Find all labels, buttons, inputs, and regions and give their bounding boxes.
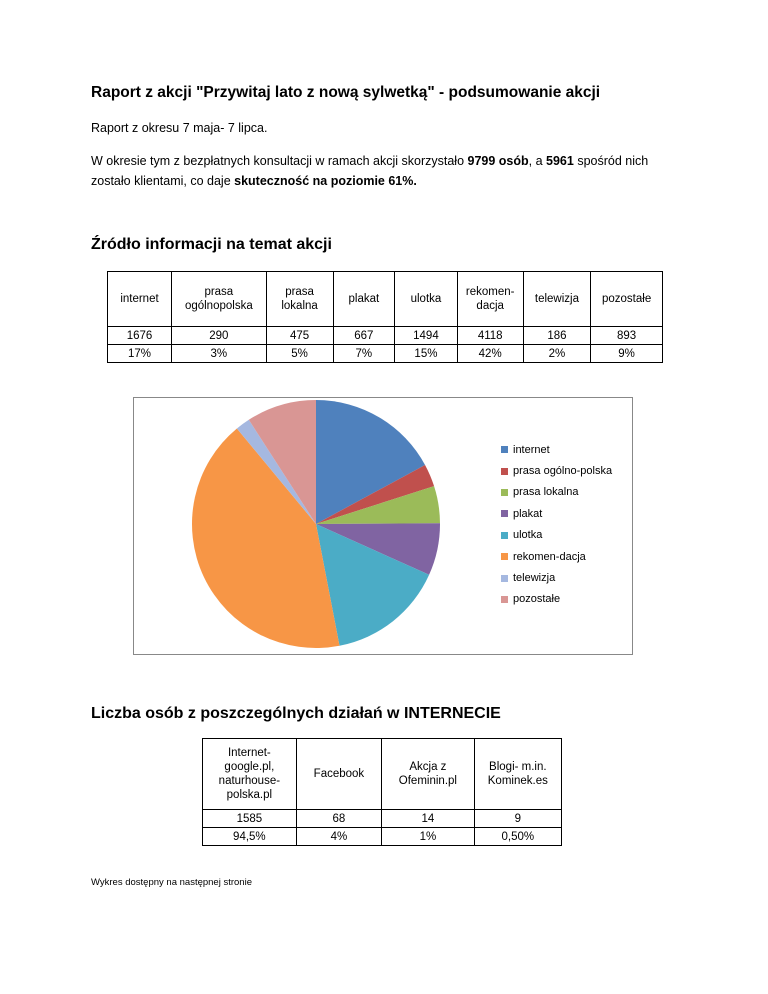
legend-item [501,503,612,524]
header-cell: Blogi- m.in. Kominek.es [474,739,561,810]
legend-label: internet [513,443,550,456]
count-cell: 14 [382,810,474,828]
summary-text-3: spośród nich zostało klientami, co daje [91,154,649,188]
header-cell: internet [108,272,172,327]
percent-cell: 7% [333,345,395,363]
count-cell: 4118 [457,327,523,345]
count-cell: 1676 [108,327,172,345]
percent-cell: 2% [523,345,591,363]
header-cell: ulotka [395,272,458,327]
legend-item [501,567,612,588]
table-row-counts [108,327,663,345]
count-cell: 1585 [203,810,297,828]
legend-label: telewizja [513,572,556,585]
legend-swatch [501,468,508,475]
percent-cell: 1% [382,828,474,846]
report-summary [91,151,651,191]
legend-item [501,525,612,546]
legend-label: pozostałe [513,593,561,606]
count-cell: 186 [523,327,591,345]
source-section-heading: Źródło informacji na temat akcji [91,236,332,253]
legend-label: plakat [513,507,543,520]
percent-cell: 0,50% [474,828,561,846]
pie-chart [133,397,633,655]
footnote: Wykres dostępny na następnej stronie [91,877,252,888]
legend-item [501,589,612,610]
report-period: Raport z okresu 7 maja- 7 lipca. [91,121,268,135]
legend-label: prasa ogólno-polska [513,465,613,478]
header-cell: Internet- google.pl, naturhouse- polska.pl [203,739,297,810]
report-title: Raport z akcji "Przywitaj lato z nową sylwetką" - podsumowanie akcji [91,84,601,101]
legend-swatch [501,510,508,517]
chart-legend [501,439,612,610]
count-cell: 9 [474,810,561,828]
legend-label: ulotka [513,529,543,542]
header-cell: Facebook [296,739,381,810]
summary-text-2: , a [528,154,547,168]
legend-item [501,482,612,503]
percent-cell: 5% [266,345,333,363]
table-header-row [108,272,663,327]
summary-text-1: W okresie tym z bezpłatnych konsultacji w ramach akcji skorzystało [91,154,468,168]
legend-label: prasa lokalna [513,486,579,499]
percent-cell: 94,5% [203,828,297,846]
percent-cell: 42% [457,345,523,363]
table-row-percents [203,828,562,846]
percent-cell: 9% [591,345,663,363]
internet-table [202,738,562,846]
header-cell: rekomen- dacja [457,272,523,327]
legend-swatch [501,596,508,603]
header-cell: pozostałe [591,272,663,327]
legend-item [501,546,612,567]
count-cell: 290 [171,327,266,345]
table-header-row [203,739,562,810]
legend-label: rekomen-dacja [513,550,586,563]
count-cell: 893 [591,327,663,345]
summary-total-people: 9799 osób [467,154,529,168]
summary-effectiveness: skuteczność na poziomie 61%. [234,174,417,188]
legend-swatch [501,553,508,560]
count-cell: 68 [296,810,381,828]
count-cell: 667 [333,327,395,345]
internet-section-heading: Liczba osób z poszczególnych działań w INTERNECIE [91,705,501,722]
count-cell: 1494 [395,327,458,345]
percent-cell: 17% [108,345,172,363]
percent-cell: 3% [171,345,266,363]
table-row-percents [108,345,663,363]
legend-swatch [501,575,508,582]
percent-cell: 15% [395,345,458,363]
legend-swatch [501,446,508,453]
legend-swatch [501,532,508,539]
header-cell: prasa ogólnopolska [171,272,266,327]
header-cell: plakat [333,272,395,327]
count-cell: 475 [266,327,333,345]
legend-item [501,439,612,460]
legend-swatch [501,489,508,496]
header-cell: Akcja z Ofeminin.pl [382,739,474,810]
legend-item [501,460,612,481]
source-table [107,271,663,363]
percent-cell: 4% [296,828,381,846]
header-cell: telewizja [523,272,591,327]
summary-clients: 5961 [546,154,574,168]
header-cell: prasa lokalna [266,272,333,327]
table-row-counts [203,810,562,828]
